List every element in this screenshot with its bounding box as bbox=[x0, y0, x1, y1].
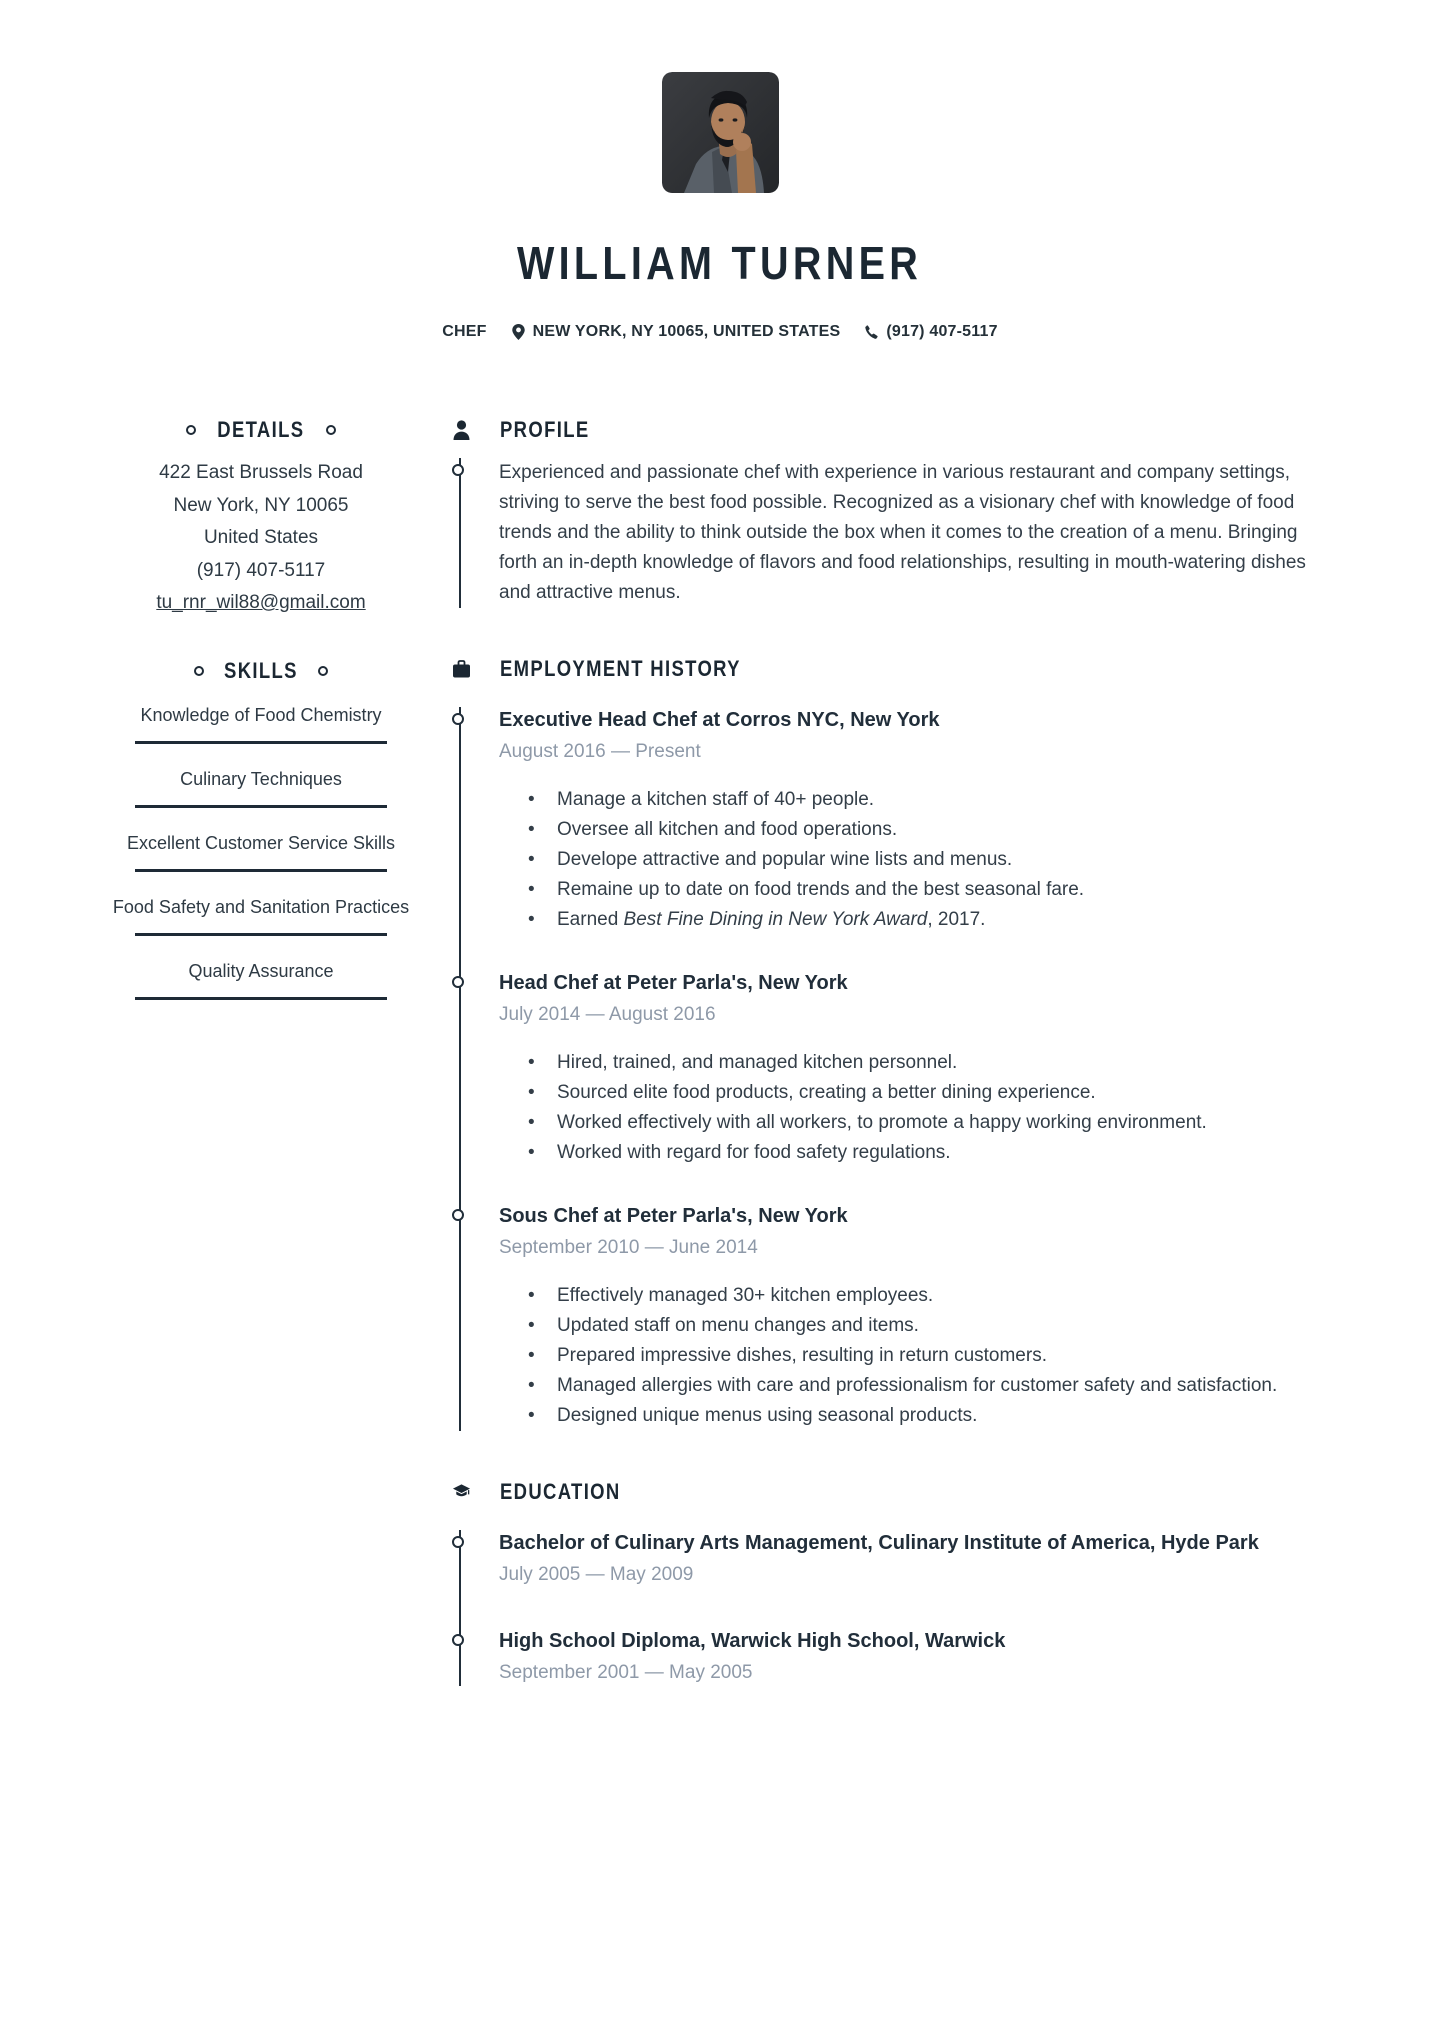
job-bullet: • Effectively managed 30+ kitchen employees. bbox=[499, 1281, 1312, 1311]
job-bullet: • Managed allergies with care and professionalism for customer safety and satisfaction. bbox=[499, 1371, 1312, 1401]
address-line: New York, NY 10065 bbox=[173, 494, 349, 516]
education-entry bbox=[499, 1530, 1315, 1588]
resume-header bbox=[0, 0, 1440, 341]
education-title: Bachelor of Culinary Arts Management, Culinary Institute of America, Hyde Park bbox=[499, 1532, 1259, 1554]
job-bullet: • Oversee all kitchen and food operations. bbox=[499, 815, 1312, 845]
skill-item bbox=[111, 828, 411, 872]
education-section bbox=[411, 1481, 1315, 1686]
email-link[interactable]: tu_rnr_wil88@gmail.com bbox=[156, 592, 366, 613]
job-title: Sous Chef at Peter Parla's, New York bbox=[499, 1205, 848, 1227]
skill-level-bar bbox=[135, 869, 387, 872]
sidebar bbox=[111, 419, 411, 1736]
education-heading: EDUCATION bbox=[500, 1479, 621, 1504]
contact-phone: (917) 407-5117 bbox=[886, 323, 998, 340]
skill-level-bar bbox=[135, 997, 387, 1000]
job-bullet: • Earned Best Fine Dining in New York Award, 2017. bbox=[499, 905, 1312, 935]
skill-label: Knowledge of Food Chemistry bbox=[140, 704, 382, 725]
phone-icon bbox=[864, 324, 879, 340]
skill-label: Culinary Techniques bbox=[180, 768, 342, 789]
profile-photo bbox=[662, 72, 779, 193]
candidate-name: WILLIAM TURNER bbox=[517, 237, 923, 289]
job-bullets bbox=[499, 1048, 1315, 1168]
job-entry bbox=[499, 1203, 1315, 1431]
details-heading: DETAILS bbox=[217, 417, 305, 442]
skills-heading: SKILLS bbox=[224, 657, 298, 683]
job-bullets bbox=[499, 1281, 1315, 1431]
skill-label: Quality Assurance bbox=[188, 960, 334, 981]
skills-section bbox=[111, 657, 411, 1000]
ring-icon bbox=[318, 666, 328, 676]
skill-level-bar bbox=[135, 805, 387, 808]
job-entry bbox=[499, 970, 1315, 1168]
job-dates: August 2016 — Present bbox=[499, 741, 701, 762]
briefcase-icon bbox=[452, 659, 471, 679]
contact-location: NEW YORK, NY 10065, UNITED STATES bbox=[532, 323, 841, 340]
skill-item bbox=[111, 892, 411, 936]
job-bullet: • Remaine up to date on food trends and the best seasonal fare. bbox=[499, 875, 1312, 905]
phone-number: (917) 407-5117 bbox=[196, 559, 326, 581]
job-title: Head Chef at Peter Parla's, New York bbox=[499, 972, 848, 994]
job-bullet: • Manage a kitchen staff of 40+ people. bbox=[499, 785, 1312, 815]
job-bullets bbox=[499, 785, 1315, 935]
education-dates: July 2005 — May 2009 bbox=[499, 1564, 694, 1585]
job-dates: July 2014 — August 2016 bbox=[499, 1004, 716, 1025]
contact-row bbox=[0, 323, 1440, 341]
job-bullet: • Prepared impressive dishes, resulting in return customers. bbox=[499, 1341, 1312, 1371]
address-line: United States bbox=[203, 527, 319, 548]
location-pin-icon bbox=[511, 324, 526, 340]
education-entry bbox=[499, 1628, 1315, 1686]
employment-heading: EMPLOYMENT HISTORY bbox=[500, 656, 741, 681]
employment-section bbox=[411, 658, 1315, 1431]
skill-label: Excellent Customer Service Skills bbox=[126, 832, 396, 853]
details-section bbox=[111, 419, 411, 620]
job-bullet: • Designed unique menus using seasonal products. bbox=[499, 1401, 1312, 1431]
graduation-cap-icon bbox=[452, 1482, 471, 1502]
ring-icon bbox=[326, 425, 336, 435]
job-bullet: • Worked with regard for food safety regulations. bbox=[499, 1138, 1312, 1168]
address-line: 422 East Brussels Road bbox=[159, 462, 363, 483]
profile-heading: PROFILE bbox=[500, 417, 590, 442]
skill-level-bar bbox=[135, 741, 387, 744]
education-dates: September 2001 — May 2005 bbox=[499, 1662, 753, 1683]
job-bullet: • Updated staff on menu changes and items. bbox=[499, 1311, 1312, 1341]
skill-level-bar bbox=[135, 933, 387, 936]
job-bullet: • Develope attractive and popular wine lists and menus. bbox=[499, 845, 1312, 875]
job-bullet: • Worked effectively with all workers, to promote a happy working environment. bbox=[499, 1108, 1312, 1138]
job-entry bbox=[499, 707, 1315, 935]
profile-section bbox=[411, 419, 1315, 608]
main-column bbox=[411, 419, 1315, 1736]
skill-item bbox=[111, 764, 411, 808]
job-title: Executive Head Chef at Corros NYC, New York bbox=[499, 709, 940, 731]
ring-icon bbox=[194, 666, 204, 676]
contact-job-title: CHEF bbox=[442, 323, 487, 340]
award-title: Best Fine Dining in New York Award bbox=[623, 909, 928, 930]
job-bullet: • Sourced elite food products, creating a better dining experience. bbox=[499, 1078, 1312, 1108]
person-icon bbox=[452, 420, 471, 440]
ring-icon bbox=[186, 425, 196, 435]
profile-text: Experienced and passionate chef with experience in various restaurant and company settings, striving to serve the best food possible. Recognized as a visionary chef with knowledge of food trends and the ability to think outside the box when it comes to the creation of a menu. Bringing forth an in-depth knowledge of flavors and food relationships, resulting in mouth-watering dishes and attractive menus. bbox=[499, 462, 1306, 603]
education-title: High School Diploma, Warwick High School, Warwick bbox=[499, 1630, 1006, 1652]
skill-item bbox=[111, 700, 411, 744]
skill-item bbox=[111, 956, 411, 1000]
job-dates: September 2010 — June 2014 bbox=[499, 1237, 758, 1258]
job-bullet: • Hired, trained, and managed kitchen personnel. bbox=[499, 1048, 1312, 1078]
skill-label: Food Safety and Sanitation Practices bbox=[112, 896, 410, 917]
